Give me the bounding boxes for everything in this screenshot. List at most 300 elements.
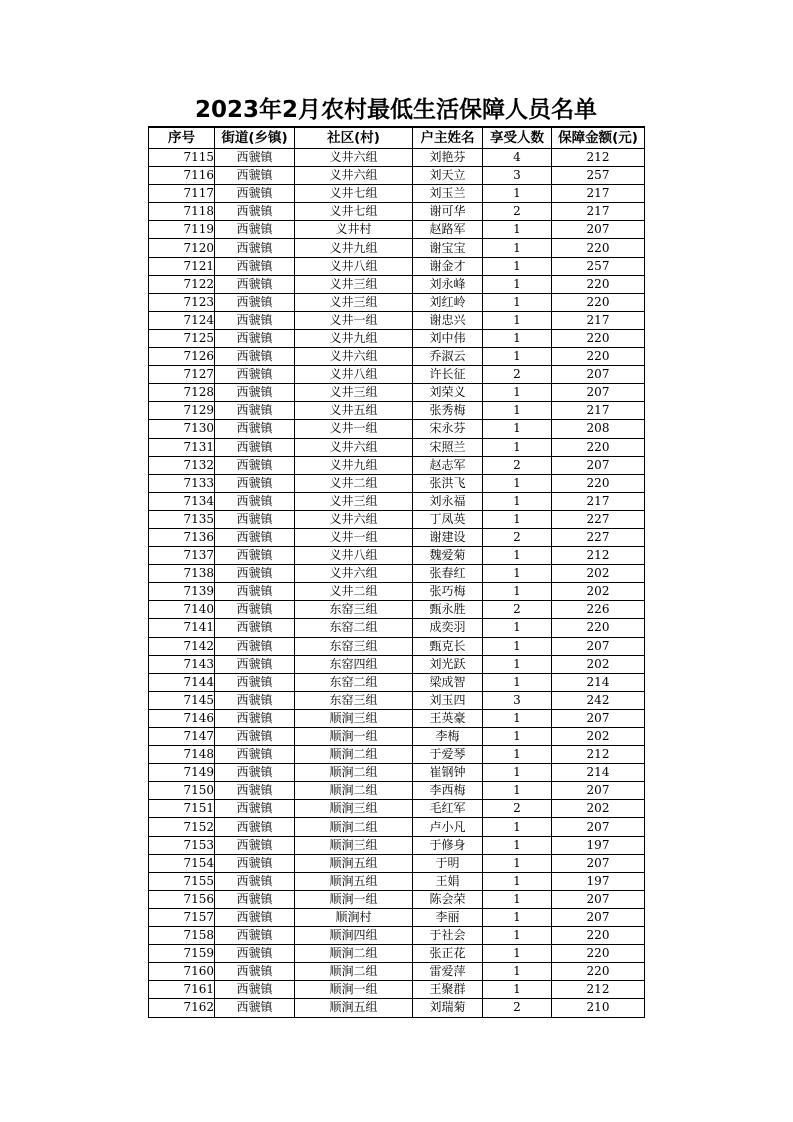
cell-allowance-amount: 214 — [552, 764, 645, 782]
table-row — [149, 329, 645, 347]
cell-beneficiary-count: 1 — [483, 510, 552, 528]
header-allowance-amount: 保障金额(元) — [552, 127, 645, 149]
cell-community-village: 义井六组 — [295, 348, 413, 366]
cell-beneficiary-count: 1 — [483, 547, 552, 565]
cell-beneficiary-count: 1 — [483, 565, 552, 583]
table-row — [149, 872, 645, 890]
cell-beneficiary-count: 1 — [483, 673, 552, 691]
table-row — [149, 963, 645, 981]
table-row — [149, 945, 645, 963]
cell-community-village: 义井三组 — [295, 293, 413, 311]
cell-serial-no: 7158 — [149, 927, 215, 945]
cell-community-village: 义井六组 — [295, 510, 413, 528]
cell-beneficiary-count: 1 — [483, 185, 552, 203]
cell-street-town: 西虢镇 — [215, 872, 295, 890]
cell-beneficiary-count: 2 — [483, 800, 552, 818]
cell-street-town: 西虢镇 — [215, 438, 295, 456]
cell-community-village: 义井九组 — [295, 329, 413, 347]
cell-street-town: 西虢镇 — [215, 945, 295, 963]
cell-beneficiary-count: 3 — [483, 691, 552, 709]
cell-householder-name: 梁成智 — [413, 673, 483, 691]
cell-householder-name: 李西梅 — [413, 782, 483, 800]
cell-allowance-amount: 210 — [552, 999, 645, 1017]
table-row — [149, 746, 645, 764]
cell-serial-no: 7142 — [149, 637, 215, 655]
cell-beneficiary-count: 2 — [483, 456, 552, 474]
cell-allowance-amount: 212 — [552, 547, 645, 565]
cell-allowance-amount: 207 — [552, 384, 645, 402]
cell-beneficiary-count: 1 — [483, 818, 552, 836]
cell-serial-no: 7140 — [149, 601, 215, 619]
table-row — [149, 637, 645, 655]
cell-community-village: 义井六组 — [295, 438, 413, 456]
table-row — [149, 203, 645, 221]
cell-community-village: 义井九组 — [295, 239, 413, 257]
table-row — [149, 927, 645, 945]
cell-householder-name: 于修身 — [413, 836, 483, 854]
table-row — [149, 474, 645, 492]
cell-community-village: 义井七组 — [295, 185, 413, 203]
cell-serial-no: 7119 — [149, 221, 215, 239]
cell-allowance-amount: 202 — [552, 565, 645, 583]
cell-beneficiary-count: 1 — [483, 637, 552, 655]
cell-community-village: 义井六组 — [295, 149, 413, 167]
cell-street-town: 西虢镇 — [215, 384, 295, 402]
cell-street-town: 西虢镇 — [215, 348, 295, 366]
cell-community-village: 顺涧一组 — [295, 981, 413, 999]
cell-allowance-amount: 207 — [552, 854, 645, 872]
cell-allowance-amount: 217 — [552, 203, 645, 221]
cell-allowance-amount: 226 — [552, 601, 645, 619]
table-row — [149, 528, 645, 546]
cell-street-town: 西虢镇 — [215, 547, 295, 565]
cell-street-town: 西虢镇 — [215, 981, 295, 999]
cell-street-town: 西虢镇 — [215, 764, 295, 782]
cell-beneficiary-count: 1 — [483, 221, 552, 239]
cell-community-village: 义井三组 — [295, 275, 413, 293]
cell-street-town: 西虢镇 — [215, 655, 295, 673]
table-row — [149, 348, 645, 366]
cell-beneficiary-count: 4 — [483, 149, 552, 167]
cell-serial-no: 7134 — [149, 492, 215, 510]
cell-householder-name: 刘永峰 — [413, 275, 483, 293]
cell-householder-name: 刘瑞菊 — [413, 999, 483, 1017]
table-row — [149, 619, 645, 637]
cell-allowance-amount: 227 — [552, 510, 645, 528]
cell-householder-name: 刘光跃 — [413, 655, 483, 673]
cell-street-town: 西虢镇 — [215, 221, 295, 239]
table-row — [149, 384, 645, 402]
cell-street-town: 西虢镇 — [215, 149, 295, 167]
cell-householder-name: 刘红岭 — [413, 293, 483, 311]
table-row — [149, 221, 645, 239]
cell-community-village: 义井二组 — [295, 474, 413, 492]
cell-householder-name: 刘玉兰 — [413, 185, 483, 203]
cell-community-village: 顺涧二组 — [295, 782, 413, 800]
cell-serial-no: 7147 — [149, 728, 215, 746]
table-row — [149, 999, 645, 1017]
cell-householder-name: 刘天立 — [413, 167, 483, 185]
cell-street-town: 西虢镇 — [215, 528, 295, 546]
cell-allowance-amount: 207 — [552, 709, 645, 727]
cell-serial-no: 7137 — [149, 547, 215, 565]
cell-serial-no: 7135 — [149, 510, 215, 528]
cell-householder-name: 宋照兰 — [413, 438, 483, 456]
table-row — [149, 167, 645, 185]
cell-beneficiary-count: 1 — [483, 782, 552, 800]
cell-serial-no: 7116 — [149, 167, 215, 185]
cell-serial-no: 7129 — [149, 402, 215, 420]
cell-community-village: 顺涧五组 — [295, 999, 413, 1017]
table-row — [149, 402, 645, 420]
cell-beneficiary-count: 1 — [483, 945, 552, 963]
cell-street-town: 西虢镇 — [215, 257, 295, 275]
cell-householder-name: 张巧梅 — [413, 583, 483, 601]
cell-allowance-amount: 220 — [552, 329, 645, 347]
cell-householder-name: 刘永福 — [413, 492, 483, 510]
cell-community-village: 顺涧五组 — [295, 854, 413, 872]
cell-street-town: 西虢镇 — [215, 709, 295, 727]
cell-community-village: 义井六组 — [295, 565, 413, 583]
cell-community-village: 义井七组 — [295, 203, 413, 221]
cell-community-village: 东窑三组 — [295, 601, 413, 619]
cell-beneficiary-count: 1 — [483, 402, 552, 420]
cell-beneficiary-count: 1 — [483, 492, 552, 510]
roster-table — [148, 126, 645, 1018]
cell-beneficiary-count: 1 — [483, 746, 552, 764]
cell-community-village: 顺涧一组 — [295, 890, 413, 908]
cell-serial-no: 7151 — [149, 800, 215, 818]
cell-serial-no: 7148 — [149, 746, 215, 764]
cell-beneficiary-count: 1 — [483, 890, 552, 908]
cell-street-town: 西虢镇 — [215, 963, 295, 981]
cell-beneficiary-count: 1 — [483, 655, 552, 673]
cell-allowance-amount: 212 — [552, 746, 645, 764]
cell-community-village: 义井一组 — [295, 311, 413, 329]
cell-community-village: 顺涧五组 — [295, 872, 413, 890]
table-row — [149, 764, 645, 782]
cell-allowance-amount: 220 — [552, 619, 645, 637]
cell-householder-name: 谢忠兴 — [413, 311, 483, 329]
table-row — [149, 709, 645, 727]
cell-serial-no: 7124 — [149, 311, 215, 329]
cell-beneficiary-count: 1 — [483, 908, 552, 926]
cell-householder-name: 甄克长 — [413, 637, 483, 655]
cell-beneficiary-count: 1 — [483, 583, 552, 601]
header-community-village: 社区(村) — [295, 127, 413, 149]
cell-serial-no: 7154 — [149, 854, 215, 872]
cell-street-town: 西虢镇 — [215, 510, 295, 528]
cell-community-village: 义井八组 — [295, 366, 413, 384]
cell-householder-name: 谢金才 — [413, 257, 483, 275]
cell-serial-no: 7125 — [149, 329, 215, 347]
cell-beneficiary-count: 1 — [483, 836, 552, 854]
cell-householder-name: 陈会荣 — [413, 890, 483, 908]
table-row — [149, 836, 645, 854]
cell-serial-no: 7141 — [149, 619, 215, 637]
cell-serial-no: 7157 — [149, 908, 215, 926]
cell-community-village: 义井村 — [295, 221, 413, 239]
cell-street-town: 西虢镇 — [215, 836, 295, 854]
cell-householder-name: 李丽 — [413, 908, 483, 926]
cell-serial-no: 7121 — [149, 257, 215, 275]
cell-street-town: 西虢镇 — [215, 800, 295, 818]
cell-allowance-amount: 217 — [552, 402, 645, 420]
cell-community-village: 义井八组 — [295, 547, 413, 565]
cell-householder-name: 王娟 — [413, 872, 483, 890]
cell-householder-name: 王英豪 — [413, 709, 483, 727]
table-row — [149, 257, 645, 275]
cell-street-town: 西虢镇 — [215, 691, 295, 709]
cell-serial-no: 7138 — [149, 565, 215, 583]
cell-householder-name: 赵志军 — [413, 456, 483, 474]
cell-street-town: 西虢镇 — [215, 474, 295, 492]
cell-serial-no: 7132 — [149, 456, 215, 474]
cell-allowance-amount: 207 — [552, 908, 645, 926]
cell-householder-name: 于社会 — [413, 927, 483, 945]
cell-allowance-amount: 227 — [552, 528, 645, 546]
cell-allowance-amount: 220 — [552, 293, 645, 311]
cell-allowance-amount: 207 — [552, 782, 645, 800]
table-row — [149, 854, 645, 872]
cell-householder-name: 许长征 — [413, 366, 483, 384]
cell-street-town: 西虢镇 — [215, 565, 295, 583]
cell-serial-no: 7117 — [149, 185, 215, 203]
table-row — [149, 185, 645, 203]
cell-serial-no: 7146 — [149, 709, 215, 727]
cell-serial-no: 7156 — [149, 890, 215, 908]
cell-allowance-amount: 207 — [552, 366, 645, 384]
cell-community-village: 顺涧二组 — [295, 945, 413, 963]
cell-street-town: 西虢镇 — [215, 890, 295, 908]
table-row — [149, 673, 645, 691]
cell-allowance-amount: 220 — [552, 927, 645, 945]
cell-serial-no: 7136 — [149, 528, 215, 546]
cell-community-village: 义井一组 — [295, 420, 413, 438]
cell-community-village: 义井六组 — [295, 167, 413, 185]
cell-householder-name: 魏爱菊 — [413, 547, 483, 565]
cell-community-village: 东窑二组 — [295, 619, 413, 637]
cell-allowance-amount: 217 — [552, 311, 645, 329]
cell-serial-no: 7150 — [149, 782, 215, 800]
cell-street-town: 西虢镇 — [215, 601, 295, 619]
cell-householder-name: 丁凤英 — [413, 510, 483, 528]
cell-allowance-amount: 202 — [552, 655, 645, 673]
cell-street-town: 西虢镇 — [215, 329, 295, 347]
cell-street-town: 西虢镇 — [215, 420, 295, 438]
cell-serial-no: 7131 — [149, 438, 215, 456]
cell-community-village: 义井一组 — [295, 528, 413, 546]
cell-beneficiary-count: 1 — [483, 981, 552, 999]
cell-street-town: 西虢镇 — [215, 203, 295, 221]
cell-community-village: 顺涧四组 — [295, 927, 413, 945]
cell-serial-no: 7115 — [149, 149, 215, 167]
cell-beneficiary-count: 1 — [483, 311, 552, 329]
cell-street-town: 西虢镇 — [215, 293, 295, 311]
cell-householder-name: 谢建设 — [413, 528, 483, 546]
cell-beneficiary-count: 1 — [483, 927, 552, 945]
cell-beneficiary-count: 1 — [483, 329, 552, 347]
table-row — [149, 691, 645, 709]
cell-householder-name: 乔淑云 — [413, 348, 483, 366]
cell-beneficiary-count: 2 — [483, 203, 552, 221]
table-row — [149, 456, 645, 474]
cell-serial-no: 7161 — [149, 981, 215, 999]
cell-community-village: 东窑二组 — [295, 673, 413, 691]
header-householder-name: 户主姓名 — [413, 127, 483, 149]
cell-community-village: 义井三组 — [295, 492, 413, 510]
cell-householder-name: 谢宝宝 — [413, 239, 483, 257]
cell-beneficiary-count: 1 — [483, 709, 552, 727]
table-row — [149, 293, 645, 311]
cell-serial-no: 7126 — [149, 348, 215, 366]
cell-beneficiary-count: 1 — [483, 293, 552, 311]
cell-street-town: 西虢镇 — [215, 492, 295, 510]
cell-beneficiary-count: 2 — [483, 601, 552, 619]
cell-allowance-amount: 220 — [552, 275, 645, 293]
table-row — [149, 311, 645, 329]
cell-street-town: 西虢镇 — [215, 782, 295, 800]
cell-street-town: 西虢镇 — [215, 854, 295, 872]
cell-street-town: 西虢镇 — [215, 637, 295, 655]
table-row — [149, 728, 645, 746]
cell-street-town: 西虢镇 — [215, 366, 295, 384]
cell-allowance-amount: 257 — [552, 167, 645, 185]
cell-allowance-amount: 217 — [552, 492, 645, 510]
cell-beneficiary-count: 2 — [483, 528, 552, 546]
table-row — [149, 583, 645, 601]
cell-allowance-amount: 220 — [552, 438, 645, 456]
cell-serial-no: 7162 — [149, 999, 215, 1017]
cell-street-town: 西虢镇 — [215, 311, 295, 329]
cell-beneficiary-count: 1 — [483, 728, 552, 746]
cell-street-town: 西虢镇 — [215, 927, 295, 945]
table-row — [149, 890, 645, 908]
table-row — [149, 908, 645, 926]
cell-householder-name: 谢可华 — [413, 203, 483, 221]
cell-householder-name: 张春红 — [413, 565, 483, 583]
table-row — [149, 366, 645, 384]
table-row — [149, 565, 645, 583]
cell-householder-name: 成奕羽 — [413, 619, 483, 637]
cell-street-town: 西虢镇 — [215, 275, 295, 293]
cell-street-town: 西虢镇 — [215, 908, 295, 926]
cell-community-village: 义井三组 — [295, 384, 413, 402]
cell-serial-no: 7118 — [149, 203, 215, 221]
cell-community-village: 顺涧村 — [295, 908, 413, 926]
cell-allowance-amount: 207 — [552, 637, 645, 655]
cell-street-town: 西虢镇 — [215, 456, 295, 474]
cell-street-town: 西虢镇 — [215, 239, 295, 257]
cell-community-village: 顺涧三组 — [295, 709, 413, 727]
cell-householder-name: 甄永胜 — [413, 601, 483, 619]
cell-street-town: 西虢镇 — [215, 728, 295, 746]
cell-street-town: 西虢镇 — [215, 583, 295, 601]
cell-allowance-amount: 207 — [552, 890, 645, 908]
table-row — [149, 601, 645, 619]
cell-community-village: 义井九组 — [295, 456, 413, 474]
cell-beneficiary-count: 1 — [483, 348, 552, 366]
cell-allowance-amount: 242 — [552, 691, 645, 709]
cell-serial-no: 7133 — [149, 474, 215, 492]
cell-beneficiary-count: 1 — [483, 854, 552, 872]
cell-community-village: 顺涧二组 — [295, 764, 413, 782]
cell-householder-name: 雷爱萍 — [413, 963, 483, 981]
table-row — [149, 782, 645, 800]
table-row — [149, 149, 645, 167]
cell-serial-no: 7128 — [149, 384, 215, 402]
cell-street-town: 西虢镇 — [215, 673, 295, 691]
cell-serial-no: 7153 — [149, 836, 215, 854]
table-row — [149, 800, 645, 818]
header-street-town: 街道(乡镇) — [215, 127, 295, 149]
cell-beneficiary-count: 1 — [483, 963, 552, 981]
table-header — [149, 127, 645, 149]
table-row — [149, 438, 645, 456]
table-row — [149, 818, 645, 836]
cell-allowance-amount: 207 — [552, 818, 645, 836]
cell-allowance-amount: 208 — [552, 420, 645, 438]
cell-allowance-amount: 220 — [552, 945, 645, 963]
cell-serial-no: 7123 — [149, 293, 215, 311]
cell-householder-name: 张洪飞 — [413, 474, 483, 492]
cell-allowance-amount: 212 — [552, 149, 645, 167]
cell-community-village: 东窑四组 — [295, 655, 413, 673]
cell-serial-no: 7149 — [149, 764, 215, 782]
table-row — [149, 420, 645, 438]
header-row — [149, 127, 645, 149]
cell-allowance-amount: 212 — [552, 981, 645, 999]
cell-beneficiary-count: 1 — [483, 420, 552, 438]
cell-allowance-amount: 202 — [552, 800, 645, 818]
page-title: 2023年2月农村最低生活保障人员名单 — [194, 97, 598, 123]
cell-street-town: 西虢镇 — [215, 185, 295, 203]
cell-householder-name: 于明 — [413, 854, 483, 872]
cell-community-village: 义井八组 — [295, 257, 413, 275]
cell-beneficiary-count: 1 — [483, 872, 552, 890]
cell-householder-name: 卢小凡 — [413, 818, 483, 836]
cell-beneficiary-count: 1 — [483, 239, 552, 257]
cell-beneficiary-count: 2 — [483, 366, 552, 384]
cell-serial-no: 7122 — [149, 275, 215, 293]
cell-householder-name: 毛红军 — [413, 800, 483, 818]
table-body — [149, 149, 645, 1018]
cell-householder-name: 张正花 — [413, 945, 483, 963]
cell-serial-no: 7144 — [149, 673, 215, 691]
cell-householder-name: 崔钢钟 — [413, 764, 483, 782]
cell-householder-name: 刘玉四 — [413, 691, 483, 709]
cell-allowance-amount: 197 — [552, 872, 645, 890]
table-row — [149, 510, 645, 528]
cell-allowance-amount: 257 — [552, 257, 645, 275]
cell-householder-name: 李梅 — [413, 728, 483, 746]
cell-community-village: 义井五组 — [295, 402, 413, 420]
cell-community-village: 东窑三组 — [295, 691, 413, 709]
cell-beneficiary-count: 3 — [483, 167, 552, 185]
cell-community-village: 顺涧二组 — [295, 746, 413, 764]
cell-allowance-amount: 220 — [552, 963, 645, 981]
cell-householder-name: 于爱琴 — [413, 746, 483, 764]
table-row — [149, 981, 645, 999]
cell-street-town: 西虢镇 — [215, 818, 295, 836]
table-row — [149, 492, 645, 510]
cell-street-town: 西虢镇 — [215, 746, 295, 764]
cell-serial-no: 7139 — [149, 583, 215, 601]
cell-serial-no: 7155 — [149, 872, 215, 890]
cell-serial-no: 7152 — [149, 818, 215, 836]
cell-householder-name: 刘艳芬 — [413, 149, 483, 167]
cell-allowance-amount: 202 — [552, 728, 645, 746]
